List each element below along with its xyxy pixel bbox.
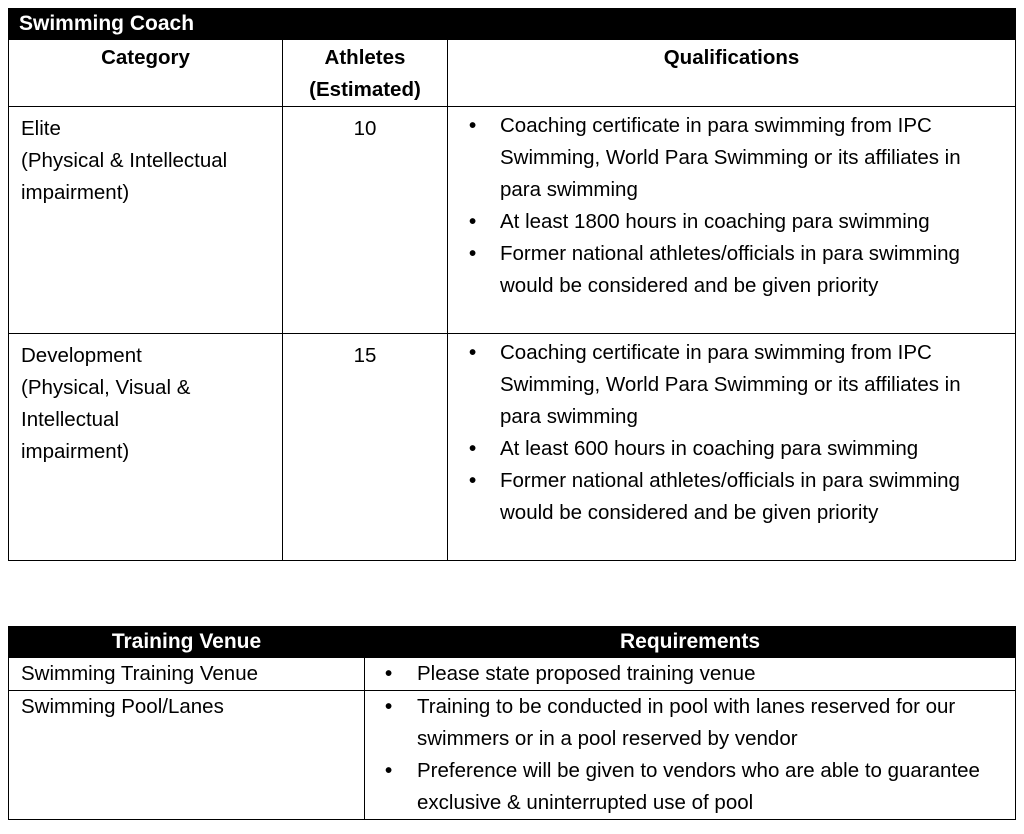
requirement-text: Please state proposed training venue [417,662,756,685]
category-cell [9,107,283,334]
header-row [9,627,1016,658]
list-item [371,755,1005,819]
athletes-count: 15 [283,334,448,561]
bullet-icon: • [385,759,393,782]
table-row [9,658,1016,691]
list-item [462,465,1005,529]
qualification-text: Former national athletes/officials in para swimming would be considered and be given priority [500,469,960,524]
header-athletes-line2: (Estimated) [309,78,421,101]
training-venue-table [8,626,1016,820]
list-item [371,658,1005,690]
qualifications-cell [448,334,1016,561]
venue-name: Swimming Pool/Lanes [9,691,365,820]
category-cell [9,334,283,561]
header-category: Category [9,40,283,107]
list-item [371,691,1005,755]
table-row [9,691,1016,820]
qualifications-list [462,337,1005,529]
athletes-count: 10 [283,107,448,334]
list-item [462,337,1005,433]
table-row [9,107,1016,334]
qualification-text: Coaching certificate in para swimming from IPC Swimming, World Para Swimming or its affiliates in para swimming [500,341,961,428]
table-title-row [9,9,1016,40]
bullet-icon: • [469,437,477,460]
requirements-cell [365,658,1016,691]
bullet-icon: • [385,662,393,685]
requirements-list [371,691,1005,819]
bullet-icon: • [469,341,477,364]
qualification-text: At least 600 hours in coaching para swimming [500,437,919,460]
qualifications-list [462,110,1005,302]
swimming-coach-table [8,8,1016,561]
category-name: Elite [21,117,61,140]
list-item [462,110,1005,206]
requirement-text: Preference will be given to vendors who are able to guarantee exclusive & uninterrupted use of pool [417,759,980,814]
header-row [9,40,1016,107]
table-row [9,334,1016,561]
header-qualifications: Qualifications [448,40,1016,107]
category-detail: Intellectual [21,408,120,431]
list-item [462,433,1005,465]
bullet-icon: • [469,469,477,492]
category-name: Development [21,344,142,367]
table-title: Swimming Coach [9,9,1016,40]
requirements-list [371,658,1005,690]
header-training-venue: Training Venue [9,627,365,658]
list-item [462,206,1005,238]
qualification-text: Coaching certificate in para swimming from IPC Swimming, World Para Swimming or its affiliates in para swimming [500,114,961,201]
qualification-text: At least 1800 hours in coaching para swimming [500,210,930,233]
category-detail: impairment) [21,440,130,463]
header-requirements: Requirements [365,627,1016,658]
qualification-text: Former national athletes/officials in para swimming would be considered and be given priority [500,242,960,297]
bullet-icon: • [469,242,477,265]
category-detail: (Physical & Intellectual [21,149,228,172]
requirements-cell [365,691,1016,820]
category-detail: (Physical, Visual & [21,376,191,399]
requirement-text: Training to be conducted in pool with lanes reserved for our swimmers or in a pool reserved by vendor [417,695,956,750]
venue-name: Swimming Training Venue [9,658,365,691]
bullet-icon: • [469,210,477,233]
bullet-icon: • [469,114,477,137]
qualifications-cell [448,107,1016,334]
category-detail: impairment) [21,181,130,204]
bullet-icon: • [385,695,393,718]
header-athletes [283,40,448,107]
header-athletes-line1: Athletes [324,46,406,69]
list-item [462,238,1005,302]
